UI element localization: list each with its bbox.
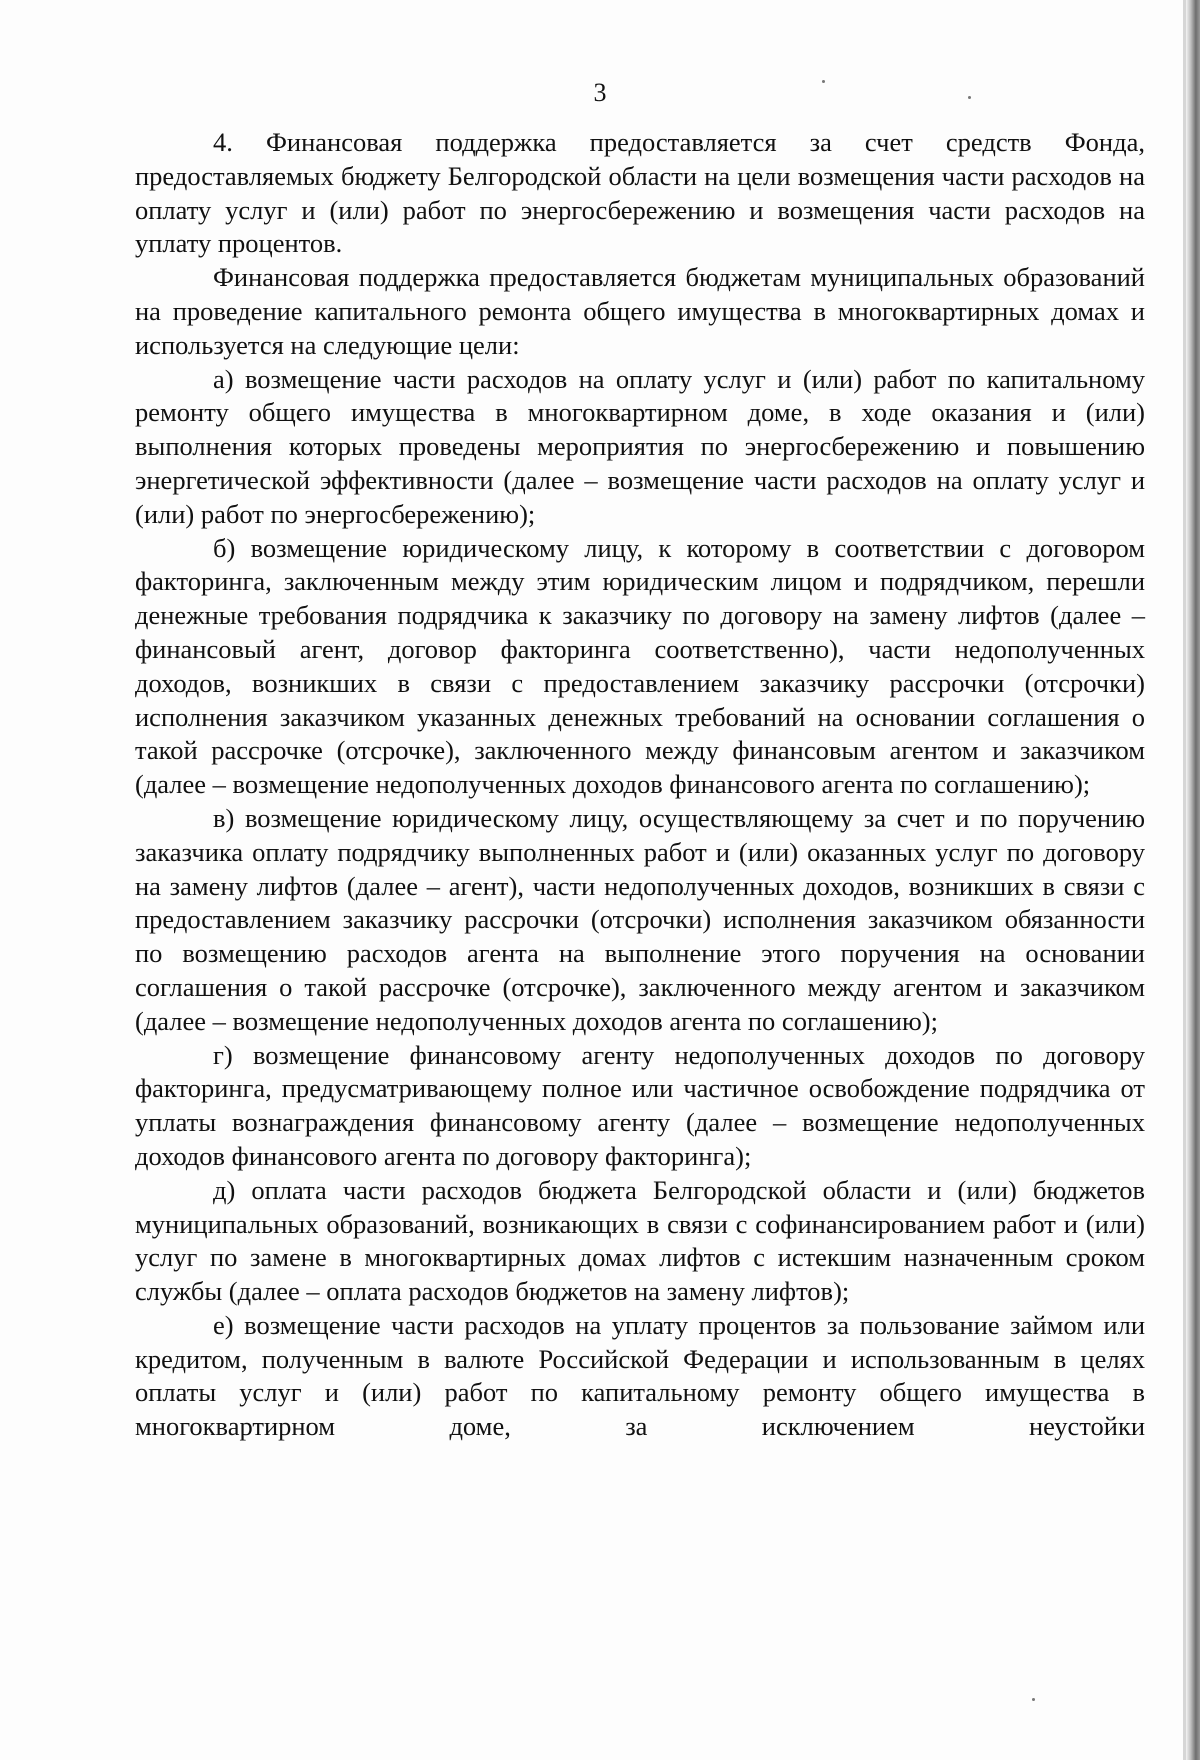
scan-speck	[822, 80, 825, 83]
scan-speck	[1032, 1698, 1035, 1701]
paragraph-item-g: г) возмещение финансовому агенту недополученных доходов по договору факторинга, предусматривающему полное или частичное освобождение подрядчика от уплаты вознаграждения финансовому агенту (далее – возмещение недополученных доходов финансового агента по договору факторинга);	[135, 1039, 1145, 1171]
paragraph-item-d: д) оплата части расходов бюджета Белгородской области и (или) бюджетов муниципальных образований, возникающих в связи с софинансированием работ и (или) услуг по замене в многоквартирных домах лифтов с истекшим назначенным сроком службы (далее – оплата расходов бюджетов на замену лифтов);	[135, 1174, 1145, 1307]
paragraph-item-e: е) возмещение части расходов на уплату процентов за пользование займом или кредитом, полученным в валюте Российской Федерации и использованным в целях оплаты услуг и (или) работ по капитальному ремонту общего имущества в многоквартирном доме, за исключением неустойки	[135, 1309, 1145, 1442]
paragraph-4: 4. Финансовая поддержка предоставляется за счет средств Фонда, предоставляемых бюджету Белгородской области на цели возмещения части расходов на оплату услуг и (или) работ по энергосбережению и возмещения части расходов на уплату процентов.	[135, 127, 1145, 259]
paragraph-financial-support: Финансовая поддержка предоставляется бюджетам муниципальных образований на проведение капитального ремонта общего имущества в многоквартирных домах и используется на следующие цели:	[135, 262, 1145, 360]
scan-edge	[1186, 0, 1200, 1760]
page-number: 3	[593, 78, 607, 107]
document-body	[135, 126, 1145, 1444]
paragraph-item-a: а) возмещение части расходов на оплату услуг и (или) работ по капитальному ремонту общего имущества в многоквартирном доме, в ходе оказания и (или) выполнения которых проведены мероприятия по энергосбережению и повышению энергетической эффективности (далее – возмещение части расходов на оплату услуг и (или) работ по энергосбережению);	[135, 363, 1145, 529]
paragraph-item-b: б) возмещение юридическому лицу, к которому в соответствии с договором факторинга, заключенным между этим юридическим лицом и подрядчиком, перешли денежные требования подрядчика к заказчику по договору на замену лифтов (далее – финансовый агент, договор факторинга соответственно), части недополученных доходов, возникших в связи с предоставлением заказчику рассрочки (отсрочки) исполнения заказчиком указанных денежных требований на основании соглашения о такой рассрочке (отсрочке), заключенного между финансовым агентом и заказчиком (далее – возмещение недополученных доходов финансового агента по соглашению);	[135, 532, 1145, 800]
paragraph-item-v: в) возмещение юридическому лицу, осуществляющему за счет и по поручению заказчика оплату подрядчику выполненных работ и (или) оказанных услуг по договору на замену лифтов (далее – агент), части недополученных доходов, возникших в связи с предоставлением заказчику рассрочки (отсрочки) исполнения заказчиком обязанности по возмещению расходов агента на выполнение этого поручения на основании соглашения о такой рассрочке (отсрочке), заключенного между агентом и заказчиком (далее – возмещение недополученных доходов агента по соглашению);	[135, 802, 1145, 1036]
scan-speck	[968, 96, 971, 99]
